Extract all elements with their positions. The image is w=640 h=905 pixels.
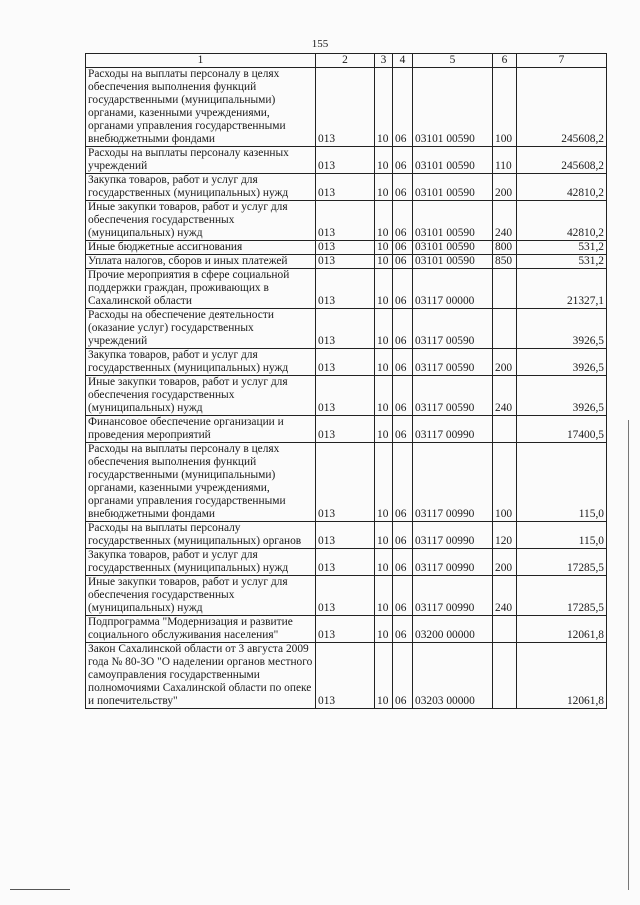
subsection-code-cell: 06	[393, 643, 413, 709]
subsection-code-cell: 06	[393, 616, 413, 643]
ministry-code-cell: 013	[316, 549, 375, 576]
subsection-code-cell: 06	[393, 309, 413, 349]
table-row	[86, 349, 607, 376]
target-code-cell: 03117 00990	[413, 443, 493, 522]
subsection-code-cell: 06	[393, 522, 413, 549]
amount-cell: 3926,5	[517, 349, 607, 376]
section-code-cell: 10	[375, 522, 393, 549]
amount-cell: 115,0	[517, 522, 607, 549]
target-code-cell: 03101 00590	[413, 241, 493, 255]
target-code-cell: 03117 00590	[413, 349, 493, 376]
amount-cell: 531,2	[517, 241, 607, 255]
subsection-code-cell: 06	[393, 68, 413, 147]
section-code-cell: 10	[375, 616, 393, 643]
subsection-code-cell: 06	[393, 376, 413, 416]
footer-rule	[10, 889, 70, 890]
table-row	[86, 522, 607, 549]
amount-cell: 17285,5	[517, 549, 607, 576]
table-row	[86, 241, 607, 255]
table-row	[86, 269, 607, 309]
row-name-cell: Иные закупки товаров, работ и услуг для обеспечения государственных (муниципальных) нужд	[86, 201, 316, 241]
subsection-code-cell: 06	[393, 269, 413, 309]
expense-type-cell	[493, 416, 517, 443]
scan-edge-line	[628, 420, 629, 890]
section-code-cell: 10	[375, 174, 393, 201]
subsection-code-cell: 06	[393, 349, 413, 376]
target-code-cell: 03101 00590	[413, 174, 493, 201]
section-code-cell: 10	[375, 416, 393, 443]
section-code-cell: 10	[375, 576, 393, 616]
section-code-cell: 10	[375, 643, 393, 709]
expense-type-cell	[493, 643, 517, 709]
target-code-cell: 03117 00590	[413, 376, 493, 416]
header-cell: 4	[393, 54, 413, 68]
table-row	[86, 68, 607, 147]
row-name-cell: Уплата налогов, сборов и иных платежей	[86, 255, 316, 269]
expense-type-cell: 110	[493, 147, 517, 174]
target-code-cell: 03200 00000	[413, 616, 493, 643]
subsection-code-cell: 06	[393, 549, 413, 576]
ministry-code-cell: 013	[316, 269, 375, 309]
table-row	[86, 416, 607, 443]
expense-type-cell: 120	[493, 522, 517, 549]
page-number: 155	[311, 38, 329, 50]
section-code-cell: 10	[375, 68, 393, 147]
table-row	[86, 616, 607, 643]
row-name-cell: Финансовое обеспечение организации и проведения мероприятий	[86, 416, 316, 443]
amount-cell: 12061,8	[517, 643, 607, 709]
row-name-cell: Прочие мероприятия в сфере социальной поддержки граждан, проживающих в Сахалинской области	[86, 269, 316, 309]
expense-type-cell	[493, 616, 517, 643]
row-name-cell: Закон Сахалинской области от 3 августа 2009 года № 80-ЗО "О наделении органов местного самоуправления государственными полномочиями Сахалинской области по опеке и попечительству"	[86, 643, 316, 709]
row-name-cell: Иные закупки товаров, работ и услуг для обеспечения государственных (муниципальных) нужд	[86, 576, 316, 616]
target-code-cell: 03101 00590	[413, 147, 493, 174]
ministry-code-cell: 013	[316, 416, 375, 443]
target-code-cell: 03117 00000	[413, 269, 493, 309]
subsection-code-cell: 06	[393, 174, 413, 201]
row-name-cell: Расходы на выплаты персоналу государственных (муниципальных) органов	[86, 522, 316, 549]
subsection-code-cell: 06	[393, 147, 413, 174]
amount-cell: 531,2	[517, 255, 607, 269]
table-row	[86, 376, 607, 416]
table-row	[86, 147, 607, 174]
table-row	[86, 576, 607, 616]
target-code-cell: 03117 00990	[413, 549, 493, 576]
expense-type-cell: 800	[493, 241, 517, 255]
target-code-cell: 03117 00990	[413, 522, 493, 549]
target-code-cell: 03117 00990	[413, 576, 493, 616]
header-row	[86, 54, 607, 68]
ministry-code-cell: 013	[316, 522, 375, 549]
table-row	[86, 201, 607, 241]
expense-type-cell: 200	[493, 174, 517, 201]
row-name-cell: Расходы на обеспечение деятельности (оказание услуг) государственных учреждений	[86, 309, 316, 349]
header-cell: 5	[413, 54, 493, 68]
ministry-code-cell: 013	[316, 616, 375, 643]
amount-cell: 21327,1	[517, 269, 607, 309]
section-code-cell: 10	[375, 549, 393, 576]
ministry-code-cell: 013	[316, 147, 375, 174]
ministry-code-cell: 013	[316, 241, 375, 255]
expense-type-cell: 850	[493, 255, 517, 269]
ministry-code-cell: 013	[316, 443, 375, 522]
ministry-code-cell: 013	[316, 643, 375, 709]
row-name-cell: Закупка товаров, работ и услуг для государственных (муниципальных) нужд	[86, 174, 316, 201]
row-name-cell: Расходы на выплаты персоналу в целях обеспечения выполнения функций государственными (муниципальными) органами, казенными учреждениями, органами управления государственными внебюджетными фондами	[86, 443, 316, 522]
target-code-cell: 03101 00590	[413, 201, 493, 241]
expense-type-cell	[493, 309, 517, 349]
ministry-code-cell: 013	[316, 255, 375, 269]
row-name-cell: Закупка товаров, работ и услуг для государственных (муниципальных) нужд	[86, 349, 316, 376]
table-row	[86, 643, 607, 709]
header-cell: 1	[86, 54, 316, 68]
section-code-cell: 10	[375, 255, 393, 269]
target-code-cell: 03101 00590	[413, 255, 493, 269]
subsection-code-cell: 06	[393, 443, 413, 522]
section-code-cell: 10	[375, 201, 393, 241]
row-name-cell: Расходы на выплаты персоналу казенных учреждений	[86, 147, 316, 174]
amount-cell: 42810,2	[517, 201, 607, 241]
budget-table	[85, 53, 607, 709]
header-cell: 7	[517, 54, 607, 68]
ministry-code-cell: 013	[316, 201, 375, 241]
expense-type-cell: 240	[493, 201, 517, 241]
amount-cell: 17400,5	[517, 416, 607, 443]
expense-type-cell: 240	[493, 576, 517, 616]
section-code-cell: 10	[375, 147, 393, 174]
header-cell: 6	[493, 54, 517, 68]
ministry-code-cell: 013	[316, 174, 375, 201]
amount-cell: 115,0	[517, 443, 607, 522]
subsection-code-cell: 06	[393, 241, 413, 255]
table-row	[86, 255, 607, 269]
subsection-code-cell: 06	[393, 416, 413, 443]
expense-type-cell: 100	[493, 68, 517, 147]
subsection-code-cell: 06	[393, 255, 413, 269]
amount-cell: 245608,2	[517, 147, 607, 174]
row-name-cell: Расходы на выплаты персоналу в целях обеспечения выполнения функций государственными (муниципальными) органами, казенными учреждениями, органами управления государственными внебюджетными фондами	[86, 68, 316, 147]
amount-cell: 245608,2	[517, 68, 607, 147]
subsection-code-cell: 06	[393, 201, 413, 241]
amount-cell: 42810,2	[517, 174, 607, 201]
target-code-cell: 03117 00590	[413, 309, 493, 349]
amount-cell: 3926,5	[517, 376, 607, 416]
table-row	[86, 443, 607, 522]
amount-cell: 12061,8	[517, 616, 607, 643]
row-name-cell: Закупка товаров, работ и услуг для государственных (муниципальных) нужд	[86, 549, 316, 576]
expense-type-cell	[493, 269, 517, 309]
table-row	[86, 549, 607, 576]
section-code-cell: 10	[375, 241, 393, 255]
header-cell: 2	[316, 54, 375, 68]
expense-type-cell: 200	[493, 349, 517, 376]
target-code-cell: 03117 00990	[413, 416, 493, 443]
section-code-cell: 10	[375, 376, 393, 416]
table-row	[86, 174, 607, 201]
row-name-cell: Иные бюджетные ассигнования	[86, 241, 316, 255]
section-code-cell: 10	[375, 269, 393, 309]
section-code-cell: 10	[375, 349, 393, 376]
target-code-cell: 03101 00590	[413, 68, 493, 147]
subsection-code-cell: 06	[393, 576, 413, 616]
header-cell: 3	[375, 54, 393, 68]
target-code-cell: 03203 00000	[413, 643, 493, 709]
amount-cell: 3926,5	[517, 309, 607, 349]
row-name-cell: Иные закупки товаров, работ и услуг для обеспечения государственных (муниципальных) нужд	[86, 376, 316, 416]
ministry-code-cell: 013	[316, 376, 375, 416]
ministry-code-cell: 013	[316, 309, 375, 349]
section-code-cell: 10	[375, 443, 393, 522]
expense-type-cell: 200	[493, 549, 517, 576]
table-row	[86, 309, 607, 349]
expense-type-cell: 100	[493, 443, 517, 522]
amount-cell: 17285,5	[517, 576, 607, 616]
section-code-cell: 10	[375, 309, 393, 349]
ministry-code-cell: 013	[316, 68, 375, 147]
ministry-code-cell: 013	[316, 576, 375, 616]
row-name-cell: Подпрограмма "Модернизация и развитие социального обслуживания населения"	[86, 616, 316, 643]
ministry-code-cell: 013	[316, 349, 375, 376]
expense-type-cell: 240	[493, 376, 517, 416]
